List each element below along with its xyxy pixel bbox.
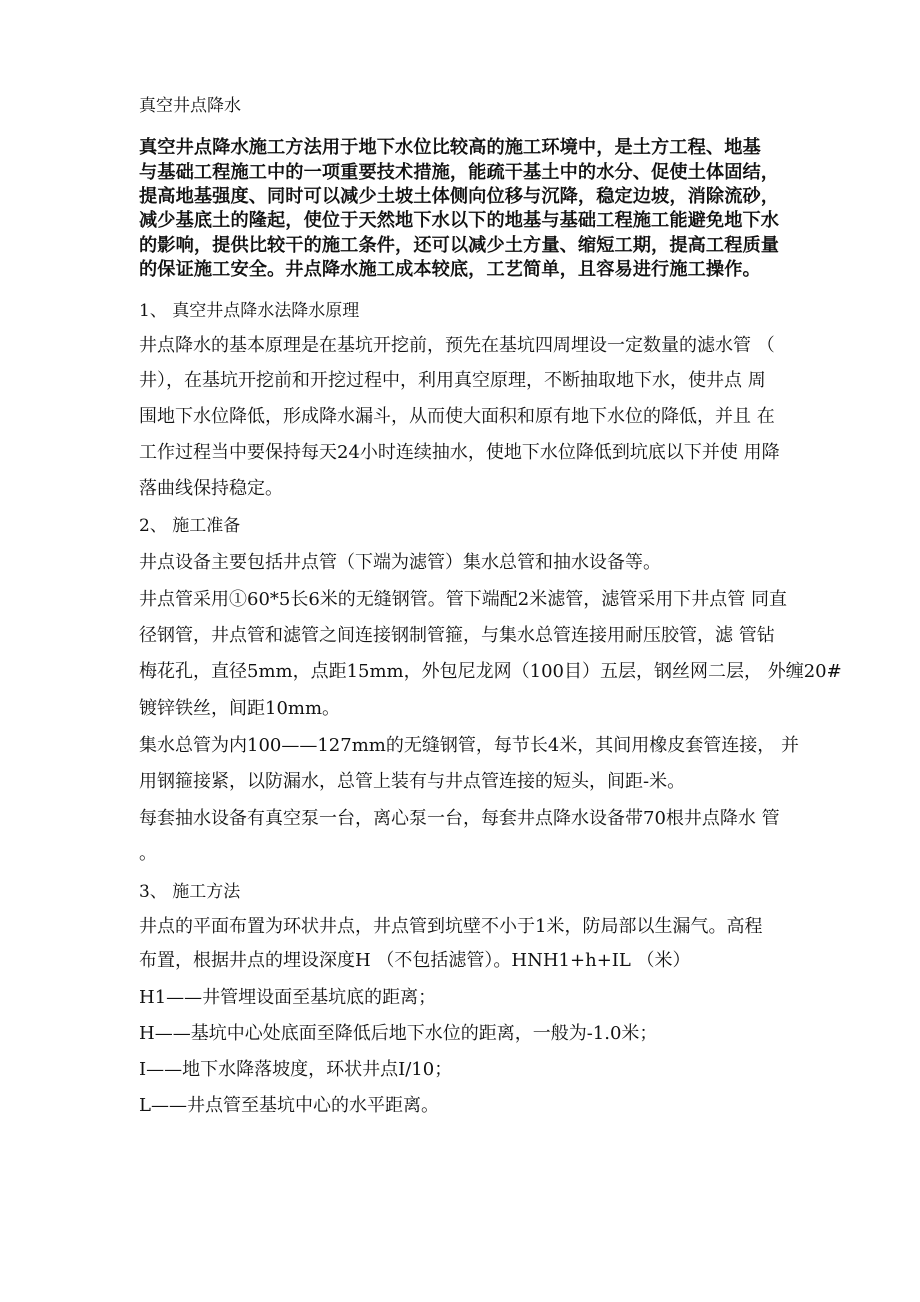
document-title: 真空井点降水: [139, 96, 241, 116]
intro-line: 的保证施工安全。井点降水施工成本较底，工艺简单，且容易进行施工操作。: [139, 259, 761, 280]
intro-line: 的影响，提供比较干的施工条件，还可以减少土方量、缩短工期，提高工程质量: [139, 235, 780, 256]
paragraph-line: 用钢箍接紧，以防漏水，总管上装有与井点管连接的短头，间距-米。: [139, 771, 686, 792]
paragraph-line: 工作过程当中要保持每天24小时连续抽水，使地下水位降低到坑底以下并使 用降: [139, 442, 780, 463]
section-heading-principle: 1、 真空井点降水法降水原理: [139, 301, 360, 321]
intro-line: 与基础工程施工中的一项重要技术措施，能疏干基土中的水分、促使土体固结，: [139, 162, 780, 183]
paragraph-line: 落曲线保持稳定。: [139, 478, 283, 499]
paragraph-line: 镀锌铁丝，间距10mm。: [139, 698, 341, 719]
intro-line: 提高地基强度、同时可以减少土坡土体侧向位移与沉降，稳定边坡，消除流砂，: [139, 186, 780, 207]
paragraph-line: 布置，根据井点的埋设深度H （不包括滤管）。HNH1+h+IL （米）: [139, 950, 691, 971]
paragraph-line: 集水总管为内100——127mm的无缝钢管，每节长4米，其间用橡皮套管连接， 并: [139, 735, 800, 756]
section-heading-method: 3、 施工方法: [139, 882, 241, 902]
paragraph-line: I——地下水降落坡度，环状井点I/10；: [139, 1059, 453, 1080]
paragraph-line: 井），在基坑开挖前和开挖过程中，利用真空原理，不断抽取地下水，使井点 周: [139, 370, 766, 391]
paragraph-line: H1——井管埋设面至基坑底的距离；: [139, 987, 437, 1008]
paragraph-line: 井点设备主要包括井点管（下端为滤管）集水总管和抽水设备等。: [139, 552, 661, 573]
paragraph-line: 径钢管，井点管和滤管之间连接钢制管箍，与集水总管连接用耐压胶管，滤 管钻: [139, 625, 775, 646]
paragraph-line: 井点的平面布置为环状井点，井点管到坑壁不小于1米，防局部以生漏气。高程: [139, 916, 763, 937]
paragraph-line: H——基坑中心处底面至降低后地下水位的距离，一般为-1.0米；: [139, 1023, 658, 1044]
intro-line: 减少基底土的隆起，使位于天然地下水以下的地基与基础工程施工能避免地下水: [139, 210, 780, 231]
paragraph-line: 围地下水位降低，形成降水漏斗，从而使大面积和原有地下水位的降低，并且 在: [139, 406, 775, 427]
paragraph-line: 梅花孔，直径5mm，点距15mm，外包尼龙网（100目）五层，钢丝网二层， 外缠20#: [139, 661, 842, 682]
paragraph-line: 井点管采用①60*5长6米的无缝钢管。管下端配2米滤管，滤管采用下井点管 同直: [139, 589, 787, 610]
paragraph-line: L——井点管至基坑中心的水平距离。: [139, 1095, 439, 1116]
intro-line: 真空井点降水施工方法用于地下水位比较高的施工环境中，是土方工程、地基: [139, 137, 761, 158]
paragraph-line: 。: [139, 843, 157, 864]
section-heading-preparation: 2、 施工准备: [139, 516, 241, 536]
paragraph-line: 井点降水的基本原理是在基坑开挖前，预先在基坑四周埋设一定数量的滤水管 （: [139, 335, 775, 356]
paragraph-line: 每套抽水设备有真空泵一台，离心泵一台，每套井点降水设备带70根井点降水 管: [139, 808, 780, 829]
